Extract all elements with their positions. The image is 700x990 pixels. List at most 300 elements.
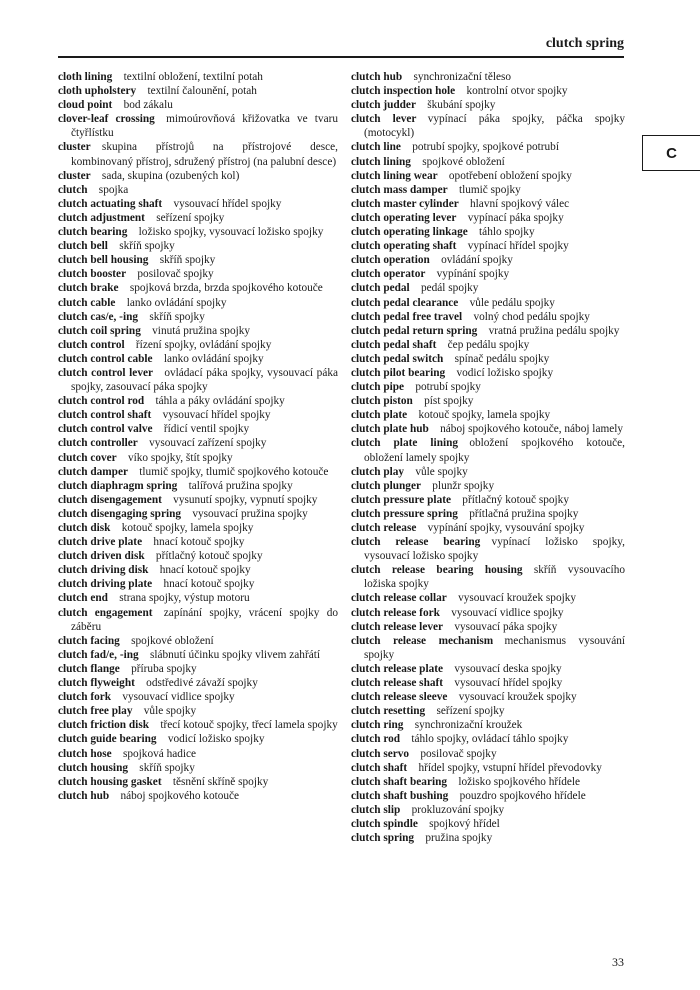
dictionary-entry (58, 577, 338, 591)
entry-definition: potrubí spojky, spojkové potrubí (412, 141, 559, 154)
dictionary-entry (351, 606, 625, 620)
entry-definition: posilovač spojky (420, 747, 497, 760)
dictionary-entry (58, 140, 338, 168)
entry-definition: vypínání spojky, vysouvání spojky (427, 522, 585, 534)
page-number: 33 (612, 955, 624, 969)
dictionary-entry (351, 747, 625, 761)
entry-term: clutch lining (351, 155, 411, 168)
entry-definition: přítlačný kotouč spojky (155, 550, 263, 563)
entry-term: clutch operation (351, 254, 430, 267)
entry-definition: lanko ovládání spojky (163, 352, 264, 365)
dictionary-entry (58, 366, 338, 394)
left-column (58, 70, 338, 803)
entry-term: clutch booster (58, 268, 127, 281)
entry-term: clutch inspection hole (351, 85, 456, 98)
dictionary-entry (58, 211, 338, 225)
entry-definition: táhlo spojky, ovládací táhlo spojky (411, 733, 569, 746)
entry-term: clutch control lever (58, 366, 154, 379)
dictionary-entry (351, 310, 625, 324)
entry-term: clutch shaft bushing (351, 789, 449, 802)
entry-definition: spojka (98, 183, 129, 196)
dictionary-entry (58, 324, 338, 338)
entry-term: clutch hub (351, 71, 403, 83)
entry-term: clutch operator (351, 268, 426, 281)
dictionary-entry (351, 267, 625, 281)
entry-term: clutch shaft bearing (351, 775, 448, 788)
entry-term: clutch flyweight (58, 677, 135, 690)
entry-definition: strana spojky, výstup motoru (119, 592, 250, 605)
entry-definition: vysouvací hřídel spojky (162, 409, 271, 422)
entry-term: clutch facing (58, 634, 120, 647)
entry-term: clutch release (351, 522, 417, 534)
entry-term: clutch engagement (58, 606, 153, 619)
dictionary-entry (58, 98, 338, 112)
header-rule (58, 56, 624, 58)
dictionary-entry (58, 451, 338, 465)
dictionary-entry (351, 761, 625, 775)
entry-term: clutch plate hub (351, 423, 429, 436)
entry-definition: vysouvací hřídel spojky (454, 677, 563, 690)
entry-term: clutch housing (58, 761, 128, 774)
entry-term: clutch disk (58, 522, 111, 534)
dictionary-entry (58, 761, 338, 775)
entry-term: clutch release sleeve (351, 691, 448, 704)
dictionary-entry (58, 690, 338, 704)
entry-term: clutch pedal shaft (351, 338, 437, 351)
dictionary-entry (351, 338, 625, 352)
entry-definition: vysunutí spojky, vypnutí spojky (173, 493, 318, 506)
entry-term: clutch plate lining (351, 437, 459, 450)
entry-definition: posilovač spojky (137, 268, 214, 281)
dictionary-entry (58, 422, 338, 436)
entry-term: clutch hose (58, 747, 112, 760)
entry-definition: vodicí ložisko spojky (456, 366, 554, 379)
entry-definition: skupina přístrojů na přístrojové desce, kombinovaný přístroj, sdružený přístroj (na palubní desce) (71, 141, 338, 168)
entry-term: clutch release collar (351, 592, 447, 605)
entry-term: clutch operating linkage (351, 226, 468, 239)
entry-term: clutch cover (58, 451, 117, 464)
dictionary-entry (58, 493, 338, 507)
dictionary-entry (351, 789, 625, 803)
entry-definition: vypínací páka spojky, páčka spojky (motocykl) (364, 113, 625, 140)
dictionary-entry (58, 535, 338, 549)
dictionary-entry (58, 634, 338, 648)
entry-definition: slábnutí účinku spojky vlivem zahřátí (149, 648, 321, 661)
entry-definition: textilní čalounění, potah (147, 85, 257, 98)
entry-term: clutch driven disk (58, 550, 145, 563)
entry-term: clover-leaf crossing (58, 113, 155, 126)
dictionary-entry (58, 606, 338, 634)
dictionary-entry (58, 704, 338, 718)
dictionary-entry (58, 225, 338, 239)
entry-definition: spojková brzda, brzda spojkového kotouče (129, 282, 323, 295)
dictionary-entry (351, 281, 625, 295)
entry-term: clutch flange (58, 662, 120, 675)
dictionary-entry (351, 831, 625, 845)
entry-term: clutch release plate (351, 662, 444, 675)
entry-term: clutch resetting (351, 705, 426, 718)
dictionary-entry (58, 281, 338, 295)
entry-definition: ovládací páka spojky, vysouvací páka spojky, zasouvací páka spojky (71, 366, 338, 394)
entry-definition: hlavní spojkový válec (470, 197, 570, 210)
entry-definition: přítlačný kotouč spojky (462, 493, 569, 506)
entry-definition: spojkové obložení (422, 155, 505, 168)
entry-definition: volný chod pedálu spojky (473, 310, 590, 323)
entry-definition: hnací kotouč spojky (163, 578, 255, 591)
entry-term: clutch pedal clearance (351, 296, 459, 309)
dictionary-entry (58, 253, 338, 267)
entry-term: clutch (58, 183, 88, 196)
entry-term: clutch pilot bearing (351, 366, 446, 379)
entry-definition: hnací kotouč spojky (159, 564, 251, 577)
dictionary-entry (58, 676, 338, 690)
dictionary-entry (58, 775, 338, 789)
entry-definition: plunžr spojky (432, 479, 495, 492)
dictionary-entry (351, 394, 625, 408)
entry-term: clutch cable (58, 296, 116, 309)
entry-term: clutch actuating shaft (58, 197, 163, 210)
entry-definition: víko spojky, štít spojky (127, 451, 233, 464)
dictionary-entry (351, 211, 625, 225)
right-column (351, 70, 625, 845)
dictionary-entry (351, 662, 625, 676)
dictionary-entry (351, 366, 625, 380)
entry-definition: tlumič spojky, tlumič spojkového kotouče (139, 465, 329, 478)
dictionary-entry (351, 98, 625, 112)
entry-term: clutch bell housing (58, 254, 149, 267)
dictionary-entry (351, 253, 625, 267)
entry-definition: kotouč spojky, lamela spojky (121, 522, 254, 534)
entry-definition: vůle spojky (415, 465, 468, 478)
entry-definition: pružina spojky (425, 832, 493, 845)
entry-definition: odstředivé závaží spojky (146, 677, 258, 690)
entry-definition: skříň spojky (139, 761, 195, 774)
entry-definition: tlumič spojky (458, 183, 521, 196)
entry-term: clutch release fork (351, 606, 440, 619)
entry-term: clutch pedal (351, 282, 410, 295)
entry-term: clutch hub (58, 789, 110, 802)
dictionary-entry (351, 493, 625, 507)
dictionary-entry (351, 183, 625, 197)
dictionary-entry (351, 704, 625, 718)
entry-definition: škubání spojky (427, 99, 496, 112)
entry-term: clutch lever (351, 113, 417, 126)
entry-term: clutch controller (58, 437, 138, 450)
entry-term: clutch coil spring (58, 324, 141, 337)
dictionary-entry (58, 507, 338, 521)
entry-term: clutch control rod (58, 395, 145, 408)
entry-definition: těsnění skříně spojky (172, 775, 269, 788)
entry-term: clutch brake (58, 282, 119, 295)
entry-term: clutch bell (58, 240, 108, 253)
entry-term: clutch release lever (351, 620, 444, 633)
dictionary-entry (58, 70, 338, 84)
entry-term: clutch friction disk (58, 719, 150, 732)
dictionary-entry (351, 732, 625, 746)
thumb-index-tab: C (642, 135, 700, 171)
entry-definition: vysouvací vidlice spojky (122, 691, 235, 704)
entry-definition: vypínací ložisko spojky, vysouvací ložisko spojky (364, 536, 625, 563)
entry-term: clutch ring (351, 719, 404, 732)
entry-definition: skříň vysouvacího ložiska spojky (364, 564, 625, 591)
dictionary-entry (351, 225, 625, 239)
entry-definition: vinutá pružina spojky (152, 324, 251, 337)
entry-definition: spojkové obložení (131, 634, 214, 647)
entry-definition: píst spojky (424, 395, 474, 408)
dictionary-entry (351, 535, 625, 563)
entry-term: clutch end (58, 592, 108, 605)
entry-term: clutch slip (351, 803, 401, 816)
dictionary-entry (351, 479, 625, 493)
entry-definition: zapínání spojky, vrácení spojky do záběru (71, 606, 339, 633)
entry-definition: příruba spojky (131, 662, 197, 675)
dictionary-entry (351, 507, 625, 521)
entry-term: clutch fork (58, 691, 112, 704)
dictionary-entry (58, 183, 338, 197)
entry-definition: třecí kotouč spojky, třecí lamela spojky (160, 719, 338, 732)
dictionary-entry (58, 338, 338, 352)
entry-term: clutch pedal return spring (351, 324, 478, 337)
dictionary-entry (58, 747, 338, 761)
entry-term: clutch pressure spring (351, 507, 458, 520)
dictionary-entry (351, 197, 625, 211)
entry-term: clutch control (58, 338, 125, 351)
entry-term: clutch drive plate (58, 536, 143, 549)
entry-term: clutch control shaft (58, 409, 152, 422)
running-head: clutch spring (545, 36, 624, 51)
dictionary-entry (351, 239, 625, 253)
dictionary-entry (58, 789, 338, 803)
entry-term: clutch release bearing (351, 536, 481, 549)
dictionary-entry (351, 324, 625, 338)
entry-definition: skříň spojky (149, 310, 205, 323)
dictionary-entry (351, 817, 625, 831)
entry-term: clutch play (351, 465, 405, 478)
entry-definition: vratná pružina pedálu spojky (488, 324, 620, 337)
entry-term: clutch lining wear (351, 169, 438, 182)
dictionary-entry (351, 775, 625, 789)
entry-definition: spínač pedálu spojky (454, 352, 550, 365)
entry-term: clutch operating shaft (351, 240, 457, 253)
entry-definition: textilní obložení, textilní potah (123, 71, 263, 83)
dictionary-entry (351, 380, 625, 394)
dictionary-entry (351, 676, 625, 690)
entry-definition: skříň spojky (159, 254, 216, 267)
dictionary-entry (58, 436, 338, 450)
entry-definition: vodicí ložisko spojky (167, 733, 265, 746)
entry-definition: mechanismus vysouvání spojky (364, 634, 625, 661)
entry-term: clutch mass damper (351, 183, 448, 196)
dictionary-entry (351, 408, 625, 422)
entry-term: clutch rod (351, 733, 401, 746)
entry-term: clutch servo (351, 747, 410, 760)
entry-term: clutch control valve (58, 423, 153, 436)
entry-definition: ložisko spojky, vysouvací ložisko spojky (138, 226, 324, 239)
entry-definition: vysouvací kroužek spojky (458, 592, 577, 605)
entry-definition: kotouč spojky, lamela spojky (418, 409, 551, 422)
dictionary-entry (58, 239, 338, 253)
dictionary-entry (351, 84, 625, 98)
entry-definition: synchronizační kroužek (414, 719, 523, 732)
dictionary-entry (351, 140, 625, 154)
dictionary-entry (58, 197, 338, 211)
dictionary-entry (351, 690, 625, 704)
entry-term: clutch driving plate (58, 578, 153, 591)
entry-definition: vypínání spojky (436, 268, 510, 281)
entry-term: clutch plunger (351, 479, 421, 492)
entry-term: cloud point (58, 99, 113, 112)
dictionary-entry (58, 563, 338, 577)
dictionary-entry (58, 549, 338, 563)
entry-definition: vysouvací vidlice spojky (451, 606, 564, 619)
entry-definition: pedál spojky (420, 282, 479, 295)
entry-definition: talířová pružina spojky (188, 479, 293, 492)
entry-definition: vůle spojky (143, 705, 197, 718)
entry-definition: vysouvací hřídel spojky (173, 197, 282, 210)
entry-definition: vysouvací kroužek spojky (458, 691, 577, 704)
entry-definition: synchronizační těleso (413, 71, 512, 83)
entry-definition: vysouvací pružina spojky (192, 507, 308, 520)
entry-definition: sada, skupina (ozubených kol) (101, 169, 240, 182)
entry-definition: prokluzování spojky (411, 803, 505, 816)
entry-term: clutch operating lever (351, 211, 457, 224)
entry-term: clutch release mechanism (351, 634, 494, 647)
entry-definition: vůle pedálu spojky (469, 296, 555, 309)
entry-definition: obložení spojkového kotouče, obložení lamely spojky (364, 437, 625, 464)
dictionary-entry (58, 718, 338, 732)
entry-definition: kontrolní otvor spojky (466, 85, 568, 98)
entry-definition: seřízení spojky (156, 211, 225, 224)
dictionary-entry (58, 296, 338, 310)
dictionary-entry (58, 732, 338, 746)
entry-definition: hnací kotouč spojky (153, 536, 245, 549)
entry-definition: řídicí ventil spojky (163, 423, 250, 436)
dictionary-entry (351, 620, 625, 634)
entry-term: clutch piston (351, 395, 413, 408)
dictionary-entry (351, 112, 625, 140)
entry-definition: ovládání spojky (441, 254, 513, 267)
dictionary-entry (351, 422, 625, 436)
dictionary-entry (58, 521, 338, 535)
entry-term: clutch bearing (58, 226, 128, 239)
entry-definition: vysouvací páka spojky (454, 620, 558, 633)
dictionary-entry (58, 648, 338, 662)
entry-definition: seřízení spojky (436, 705, 505, 718)
dictionary-entry (58, 408, 338, 422)
entry-term: clutch pressure plate (351, 493, 451, 506)
entry-definition: přítlačná pružina spojky (469, 507, 579, 520)
entry-definition: vysouvací zařízení spojky (149, 437, 267, 450)
entry-definition: pouzdro spojkového hřídele (459, 789, 586, 802)
dictionary-entry (351, 296, 625, 310)
entry-term: clutch disengagement (58, 493, 162, 506)
entry-term: clutch plate (351, 409, 408, 422)
entry-term: clutch pedal switch (351, 352, 444, 365)
entry-term: clutch spring (351, 832, 415, 845)
entry-definition: ložisko spojkového hřídele (458, 775, 581, 788)
dictionary-entry (58, 465, 338, 479)
entry-term: clutch diaphragm spring (58, 479, 178, 492)
dictionary-entry (351, 465, 625, 479)
entry-definition: spojková hadice (122, 747, 197, 760)
entry-term: clutch release bearing housing (351, 564, 523, 577)
entry-term: clutch release shaft (351, 677, 444, 690)
entry-term: clutch fad/e, -ing (58, 648, 139, 661)
entry-definition: táhla a páky ovládání spojky (155, 395, 285, 408)
entry-term: clutch housing gasket (58, 775, 162, 788)
dictionary-entry (351, 563, 625, 591)
entry-term: clutch cas/e, -ing (58, 310, 139, 323)
entry-term: cluster (58, 141, 91, 154)
entry-definition: lanko ovládání spojky (126, 296, 227, 309)
entry-definition: řízení spojky, ovládání spojky (135, 338, 272, 351)
dictionary-entry (351, 169, 625, 183)
entry-definition: opotřebení obložení spojky (448, 169, 572, 182)
dictionary-entry (58, 112, 338, 140)
entry-definition: vypínací hřídel spojky (467, 240, 569, 253)
entry-definition: náboj spojkového kotouče (120, 789, 240, 802)
entry-term: clutch master cylinder (351, 197, 459, 210)
entry-term: clutch pedal free travel (351, 310, 463, 323)
entry-term: clutch adjustment (58, 211, 145, 224)
dictionary-entry (58, 662, 338, 676)
entry-term: clutch line (351, 141, 401, 154)
entry-term: clutch free play (58, 705, 133, 718)
entry-term: clutch pipe (351, 381, 405, 394)
entry-definition: bod zákalu (123, 99, 173, 112)
entry-definition: táhlo spojky (479, 226, 535, 239)
entry-definition: hřídel spojky, vstupní hřídel převodovky (418, 761, 602, 774)
dictionary-entry (351, 155, 625, 169)
entry-definition: potrubí spojky (415, 381, 481, 394)
dictionary-entry (58, 591, 338, 605)
entry-term: clutch guide bearing (58, 733, 157, 746)
dictionary-entry (58, 267, 338, 281)
dictionary-entry (351, 591, 625, 605)
entry-definition: spojkový hřídel (429, 817, 500, 830)
entry-term: clutch judder (351, 99, 416, 112)
entry-definition: mimoúrovňová křižovatka ve tvaru čtyřlístku (71, 113, 338, 140)
dictionary-entry (58, 479, 338, 493)
dictionary-entry (58, 169, 338, 183)
dictionary-entry (58, 310, 338, 324)
entry-definition: čep pedálu spojky (447, 338, 530, 351)
entry-term: clutch driving disk (58, 564, 149, 577)
entry-term: cloth lining (58, 71, 113, 83)
entry-term: clutch shaft (351, 761, 408, 774)
entry-term: clutch spindle (351, 817, 418, 830)
entry-term: cluster (58, 169, 91, 182)
dictionary-entry (351, 70, 625, 84)
entry-term: clutch damper (58, 465, 128, 478)
dictionary-entry (351, 803, 625, 817)
entry-definition: vypínací páka spojky (467, 211, 564, 224)
entry-definition: skříň spojky (119, 240, 175, 253)
dictionary-entry (351, 634, 625, 662)
dictionary-entry (58, 394, 338, 408)
dictionary-entry (58, 84, 338, 98)
dictionary-entry (351, 352, 625, 366)
entry-term: clutch control cable (58, 352, 153, 365)
dictionary-entry (351, 436, 625, 464)
dictionary-entry (58, 352, 338, 366)
entry-definition: vysouvací deska spojky (454, 662, 562, 675)
entry-term: cloth upholstery (58, 85, 137, 98)
entry-term: clutch disengaging spring (58, 507, 182, 520)
entry-definition: náboj spojkového kotouče, náboj lamely (440, 423, 624, 436)
dictionary-entry (351, 521, 625, 535)
dictionary-entry (351, 718, 625, 732)
